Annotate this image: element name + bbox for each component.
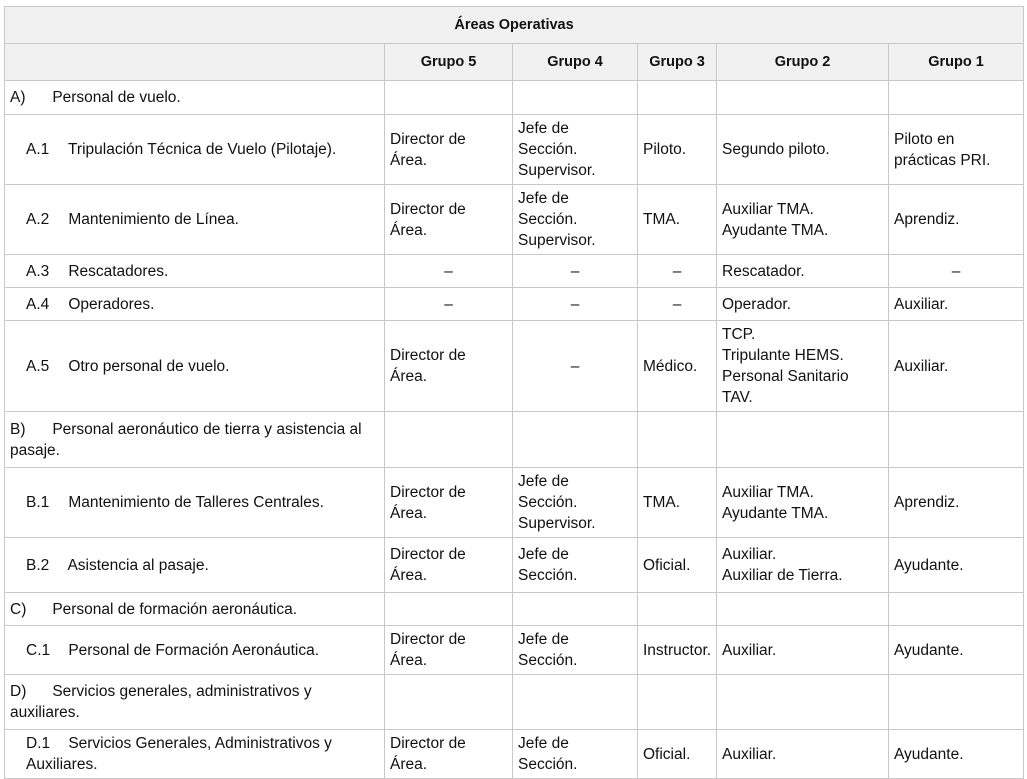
grupo-3-cell: Oficial.	[638, 538, 717, 593]
grupo-2-cell: Auxiliar.	[717, 626, 889, 675]
grupo-2-cell: Auxiliar TMA. Ayudante TMA.	[717, 185, 889, 255]
grupo-3-cell: Piloto.	[638, 115, 717, 185]
table-row	[5, 185, 1024, 255]
category-label-cell	[5, 468, 385, 538]
grupo-4-cell: Jefe de Sección. Supervisor.	[513, 115, 638, 185]
grupo-5-cell: Director de Área.	[385, 626, 513, 675]
grupo-1-cell: –	[889, 255, 1024, 288]
grupo-2-cell: TCP. Tripulante HEMS. Personal Sanitario TAV.	[717, 321, 889, 412]
empty-cell	[513, 81, 638, 115]
table-row	[5, 115, 1024, 185]
section-row	[5, 81, 1024, 115]
grupo-1-cell: Auxiliar.	[889, 288, 1024, 321]
category-label: Operadores.	[68, 295, 155, 313]
category-code: D)	[10, 683, 27, 700]
grupo-2-cell: Operador.	[717, 288, 889, 321]
section-row	[5, 412, 1024, 468]
empty-cell	[385, 675, 513, 730]
category-label-cell	[5, 626, 385, 675]
category-label: Mantenimiento de Talleres Centrales.	[68, 494, 324, 511]
header-category	[5, 44, 385, 81]
grupo-3-cell: –	[638, 255, 717, 288]
category-label: Otro personal de vuelo.	[68, 357, 230, 375]
table-row	[5, 730, 1024, 779]
category-code: A.3	[26, 262, 50, 280]
grupo-4-cell: Jefe de Sección.	[513, 626, 638, 675]
empty-cell	[717, 412, 889, 468]
category-label-cell	[5, 538, 385, 593]
empty-cell	[385, 593, 513, 626]
empty-cell	[889, 81, 1024, 115]
category-label: Asistencia al pasaje.	[67, 556, 209, 574]
category-code: B)	[10, 420, 26, 438]
grupo-5-cell: Director de Área.	[385, 468, 513, 538]
empty-cell	[513, 593, 638, 626]
category-code: A.2	[26, 211, 50, 228]
category-label-cell	[5, 321, 385, 412]
empty-cell	[889, 593, 1024, 626]
empty-cell	[385, 412, 513, 468]
grupo-5-cell: Director de Área.	[385, 185, 513, 255]
grupo-4-cell: Jefe de Sección.	[513, 730, 638, 779]
empty-cell	[717, 675, 889, 730]
category-label-cell	[5, 288, 385, 321]
grupo-1-cell: Aprendiz.	[889, 185, 1024, 255]
empty-cell	[889, 675, 1024, 730]
grupo-2-cell: Auxiliar TMA. Ayudante TMA.	[717, 468, 889, 538]
category-code: A.5	[26, 357, 50, 375]
category-label: Personal de Formación Aeronáutica.	[68, 641, 320, 659]
empty-cell	[638, 675, 717, 730]
category-label-cell	[5, 255, 385, 288]
grupo-1-cell: Aprendiz.	[889, 468, 1024, 538]
category-label: Personal de formación aeronáutica.	[52, 600, 298, 618]
grupo-1-cell: Ayudante.	[889, 730, 1024, 779]
grupo-5-cell: Director de Área.	[385, 321, 513, 412]
grupo-5-cell: Director de Área.	[385, 538, 513, 593]
grupo-3-cell: –	[638, 288, 717, 321]
header-grupo-1: Grupo 1	[889, 44, 1024, 81]
category-label: Tripulación Técnica de Vuelo (Pilotaje).	[68, 141, 337, 158]
empty-cell	[638, 412, 717, 468]
grupo-3-cell: TMA.	[638, 468, 717, 538]
grupo-3-cell: Instructor.	[638, 626, 717, 675]
category-code: B.2	[26, 556, 50, 574]
empty-cell	[638, 81, 717, 115]
category-label: Personal de vuelo.	[52, 89, 181, 106]
grupo-5-cell: Director de Área.	[385, 115, 513, 185]
empty-cell	[513, 412, 638, 468]
category-code: D.1	[26, 735, 51, 752]
grupo-4-cell: Jefe de Sección. Supervisor.	[513, 468, 638, 538]
grupo-3-cell: Médico.	[638, 321, 717, 412]
category-label: Rescatadores.	[68, 262, 169, 280]
category-label-cell	[5, 185, 385, 255]
operational-areas-table	[4, 6, 1024, 779]
header-grupo-4: Grupo 4	[513, 44, 638, 81]
grupo-2-cell: Segundo piloto.	[717, 115, 889, 185]
table-row	[5, 321, 1024, 412]
table-row	[5, 626, 1024, 675]
empty-cell	[717, 81, 889, 115]
section-label-cell	[5, 593, 385, 626]
section-row	[5, 675, 1024, 730]
table-title: Áreas Operativas	[5, 7, 1024, 44]
grupo-4-cell: Jefe de Sección.	[513, 538, 638, 593]
section-label-cell	[5, 412, 385, 468]
category-label-cell	[5, 115, 385, 185]
table-row	[5, 288, 1024, 321]
grupo-2-cell: Rescatador.	[717, 255, 889, 288]
category-label: Servicios generales, administrativos y auxiliares.	[10, 683, 312, 721]
category-label-cell	[5, 730, 385, 779]
table-row	[5, 255, 1024, 288]
grupo-4-cell: –	[513, 255, 638, 288]
empty-cell	[717, 593, 889, 626]
header-grupo-5: Grupo 5	[385, 44, 513, 81]
grupo-4-cell: Jefe de Sección. Supervisor.	[513, 185, 638, 255]
category-code: A)	[10, 89, 26, 106]
category-label: Servicios Generales, Administrativos y Auxiliares.	[26, 735, 332, 773]
grupo-2-cell: Auxiliar.	[717, 730, 889, 779]
grupo-1-cell: Piloto en prácticas PRI.	[889, 115, 1024, 185]
table-row	[5, 468, 1024, 538]
grupo-5-cell: –	[385, 255, 513, 288]
grupo-1-cell: Ayudante.	[889, 626, 1024, 675]
table-row	[5, 538, 1024, 593]
section-label-cell	[5, 81, 385, 115]
category-label: Mantenimiento de Línea.	[68, 211, 239, 228]
category-code: C.1	[26, 641, 51, 659]
section-row	[5, 593, 1024, 626]
grupo-3-cell: TMA.	[638, 185, 717, 255]
grupo-3-cell: Oficial.	[638, 730, 717, 779]
grupo-2-cell: Auxiliar. Auxiliar de Tierra.	[717, 538, 889, 593]
category-code: B.1	[26, 494, 50, 511]
header-grupo-2: Grupo 2	[717, 44, 889, 81]
empty-cell	[513, 675, 638, 730]
category-code: A.4	[26, 295, 50, 313]
empty-cell	[638, 593, 717, 626]
empty-cell	[889, 412, 1024, 468]
category-label: Personal aeronáutico de tierra y asistencia al pasaje.	[10, 420, 362, 459]
grupo-1-cell: Auxiliar.	[889, 321, 1024, 412]
section-label-cell	[5, 675, 385, 730]
grupo-1-cell: Ayudante.	[889, 538, 1024, 593]
grupo-4-cell: –	[513, 288, 638, 321]
empty-cell	[385, 81, 513, 115]
grupo-5-cell: Director de Área.	[385, 730, 513, 779]
grupo-5-cell: –	[385, 288, 513, 321]
header-grupo-3: Grupo 3	[638, 44, 717, 81]
grupo-4-cell: –	[513, 321, 638, 412]
category-code: C)	[10, 600, 27, 618]
category-code: A.1	[26, 141, 50, 158]
